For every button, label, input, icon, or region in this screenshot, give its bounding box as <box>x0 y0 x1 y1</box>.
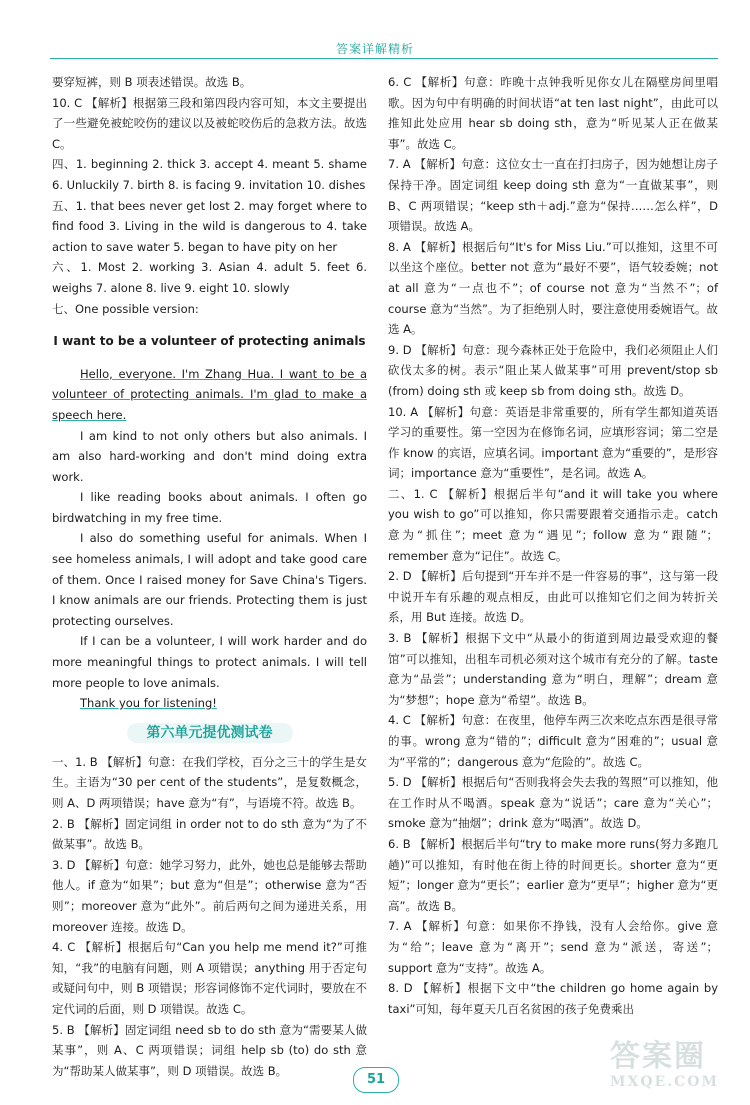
essay-paragraph: If I can be a volunteer, I will work harder and do more meaningful things to protect animals. I will tell more people to love animals. <box>52 634 367 690</box>
page-number: 51 <box>353 1067 399 1093</box>
unit-title-text: 第六单元提优测试卷 <box>127 723 293 743</box>
answer-item: 4. C 【解析】根据后句“Can you help me mend it?”可推知，“我”的电脑有问题，则 A 项错误；anything 用于否定句或疑问句中，则 B 项错误；形容词修饰不定代词时，要放在不定代词的后面，则 D 项错误。故选 C。 <box>52 940 367 1016</box>
answer-item: 8. D 【解析】根据下文中“the children go home again by taxi”可知，每年夏天几百名贫困的孩子免费乘出 <box>388 981 718 1016</box>
unit-title <box>52 722 367 744</box>
essay-paragraph: I like reading books about animals. I often go birdwatching in my free time. <box>52 490 367 525</box>
answer-item: 10. C 【解析】根据第三段和第四段内容可知，本文主要提出了一些避免被蛇咬伤的建议以及被蛇咬伤后的急救方法。故选 C。 <box>52 95 367 151</box>
left-column <box>52 72 367 1081</box>
answer-item: 9. D 【解析】句意：现今森林正处于危险中，我们必须阻止人们砍伐太多的树。表示“阻止某人做某事”可用 prevent/stop sb (from) doing sth 或 keep sb from doing sth。故选 D。 <box>388 342 718 398</box>
watermark-logo <box>610 1040 740 1100</box>
watermark-line1: 答案圈 <box>610 1039 706 1074</box>
answer-item: 3. B 【解析】根据下文中“从最小的街道到周边最受欢迎的餐馆”可以推知，出租车司机必须对这个城市有充分的了解。taste 意为“品尝”；understanding 意为“明白，理解”；dream 意为“梦想”；hope 意为“希望”。故选 B。 <box>388 631 718 707</box>
essay-title: I want to be a volunteer of protecting animals <box>53 334 366 349</box>
answer-item: 10. A 【解析】句意：英语是非常重要的，所有学生都知道英语学习的重要性。第一空因为在修饰名词，应填形容词；第二空是作 know 的宾语，应填名词。important 意为“重要的”，是形容词；importance 意为“重要性”，是名词。故选 A。 <box>388 404 718 481</box>
answer-item: 一、1. B 【解析】句意：在我们学校，百分之三十的学生是女生。主语为“30 per cent of the students”，是复数概念，则 A、D 两项错误；have 意为“有”，与语境不符。故选 B。 <box>52 754 367 810</box>
essay-paragraph: Hello, everyone. I'm Zhang Hua. I want to be a volunteer of protecting animals. I'm glad to make a speech here. <box>52 366 367 422</box>
essay-paragraph: I am kind to not only others but also animals. I am also hard-working and don't mind doing extra work. <box>52 428 367 484</box>
essay-paragraph: I also do something useful for animals. When I see homeless animals, I will adopt and take good care of them. Once I raised money for Save China's Tigers. I know animals are our friends. Protecting them is just protecting ourselves. <box>52 531 367 628</box>
answer-item: 2. B 【解析】固定词组 in order not to do sth 意为“为了不做某事”。故选 B。 <box>52 816 367 852</box>
page-header-title: 答案详解精析 <box>335 42 414 56</box>
essay-paragraph: Thank you for listening! <box>80 696 217 711</box>
answer-item: 8. A 【解析】根据后句“It's for Miss Liu.”可以推知，这里不可以坐这个座位。better not 意为“最好不要”，语气较委婉；not at all 意为“一点也不”；of course not 意为“当然不”；of course 意为“当然”。为了拒绝别人时，要注意使用委婉语气。故选 A。 <box>388 239 719 337</box>
answer-item: 七、One possible version: <box>52 301 199 316</box>
answer-item: 六、1. Most 2. working 3. Asian 4. adult 5. feet 6. weighs 7. alone 8. live 9. eight 10. slowly <box>52 260 367 295</box>
answer-item: 7. A 【解析】句意：这位女士一直在打扫房子，因为她想让房子保持干净。固定词组 keep doing sth 意为“一直做某事”，则 B、C 两项错误；“keep sth＋adj.”意为“保持……怎么样”，D 项错误。故选 A。 <box>388 157 718 234</box>
right-column <box>388 72 718 1019</box>
answer-item: 五、1. that bees never get lost 2. may forget where to find food 3. Living in the wild is dangerous to 4. take action to save water 5. began to have pity on her <box>52 198 367 254</box>
answer-item: 2. D 【解析】后句提到“开车并不是一件容易的事”，这与第一段中说开车有乐趣的观点相反，由此可以推知它们之间为转折关系，用 But 连接。故选 D。 <box>388 569 718 625</box>
answer-item: 四、1. beginning 2. thick 3. accept 4. meant 5. shame 6. Unluckily 7. birth 8. is facing 9. invitation 10. dishes <box>52 157 367 192</box>
watermark-line2: MXQE.COM <box>610 1074 719 1090</box>
answer-item: 3. D 【解析】句意：她学习努力，此外，她也总是能够去帮助他人。if 意为“如果”；but 意为“但是”；otherwise 意为“否则”；moreover 意为“此外”。前后两句之间为递进关系，用 moreover 连接。故选 D。 <box>52 857 367 934</box>
answer-item: 5. B 【解析】固定词组 need sb to do sth 意为“需要某人做某事”，则 A、C 两项错误；词组 help sb (to) do sth 意为“帮助某人做某事”，则 D 项错误。故选 B。 <box>52 1022 367 1078</box>
answer-item: 二、1. C 【解析】根据后半句“and it will take you where you wish to go”可以推知，你只需要跟着交通指示走。catch 意为“抓住”；meet 意为“遇见”；follow 意为“跟随”；remember 意为“记住”。故选 C。 <box>388 486 718 563</box>
answer-item: 4. C 【解析】句意：在夜里，他停车两三次来吃点东西是很寻常的事。wrong 意为“错的”；difficult 意为“困难的”；usual 意为“平常的”；dangerous 意为“危险的”。故选 C。 <box>388 713 718 769</box>
answer-item: 7. A 【解析】句意：如果你不挣钱，没有人会给你。give 意为“给”；leave 意为“离开”；send 意为“派送，寄送”；support 意为“支持”。故选 A。 <box>388 919 718 975</box>
header-divider <box>50 58 718 59</box>
answer-item: 5. D 【解析】根据后句“否则我将会失去我的驾照”可以推知，他在工作时从不喝酒。speak 意为“说话”；care 意为“关心”；smoke 意为“抽烟”；drink 意为“喝酒”。故选 D。 <box>388 775 718 831</box>
answer-item: 要穿短裤，则 B 项表述错误。故选 B。 <box>52 75 252 89</box>
answer-item: 6. C 【解析】句意：昨晚十点钟我听见你女儿在隔壁房间里唱歌。因为句中有明确的时间状语“at ten last night”，由此可以推知此处应用 hear sb doing sth，意为“听见某人正在做某事”。故选 C。 <box>388 75 718 151</box>
answer-item: 6. B 【解析】根据后半句“try to make more runs(努力多跑几趟)”可以推知，有时他在街上待的时间更长。shorter 意为“更短”；longer 意为“更长”；earlier 意为“更早”；higher 意为“更高”。故选 B。 <box>388 836 718 913</box>
